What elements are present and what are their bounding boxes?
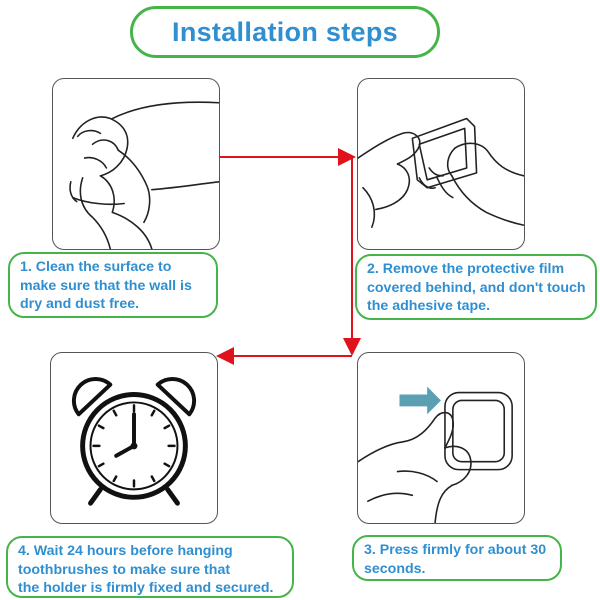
cleaning-hand-cloth-icon [53, 79, 219, 249]
step-3-caption: 3. Press firmly for about 30 seconds. [352, 535, 562, 581]
alarm-clock-icon [51, 353, 217, 523]
step-3-illustration [357, 352, 525, 524]
peel-film-hand-icon [358, 79, 524, 249]
press-hand-icon [358, 353, 524, 523]
page-title: Installation steps [172, 16, 398, 47]
step-1-caption: 1. Clean the surface to make sure that the wall is dry and dust free. [8, 252, 218, 318]
press-direction-arrow-icon [400, 387, 442, 415]
step-4-caption: 4. Wait 24 hours before hanging toothbrushes to make sure that the holder is firmly fixed and secured. [6, 536, 294, 598]
step-4-illustration [50, 352, 218, 524]
title-banner [130, 6, 440, 58]
step-2-caption: 2. Remove the protective film covered behind, and don't touch the adhesive tape. [355, 254, 597, 320]
step-1-illustration [52, 78, 220, 250]
step-2-illustration [357, 78, 525, 250]
